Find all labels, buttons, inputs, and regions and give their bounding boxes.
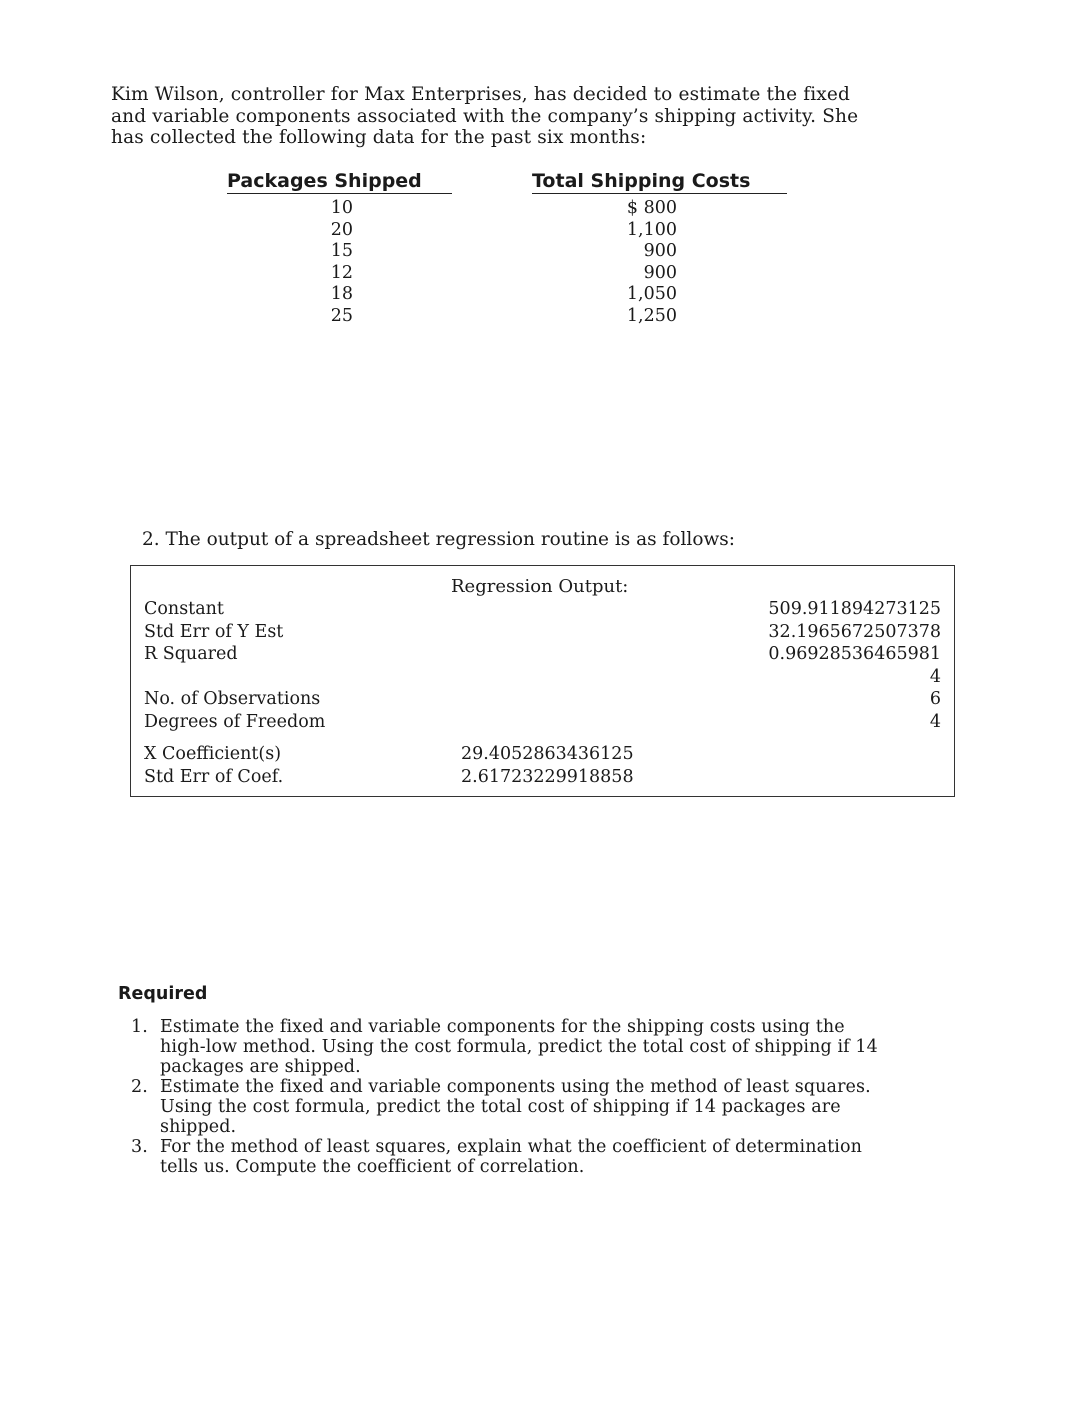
intro-paragraph: [111, 84, 931, 149]
intro-line: Kim Wilson, controller for Max Enterprises, has decided to estimate the fixed: [111, 84, 850, 105]
costs-column: [607, 198, 677, 328]
intro-line: and variable components associated with the company’s shipping activity. She: [111, 105, 859, 127]
degrees-of-freedom-label: Degrees of Freedom: [144, 711, 326, 732]
packages-cell: 20: [330, 219, 353, 240]
cost-cell: $ 800: [626, 198, 677, 218]
coefficient-values: [461, 743, 634, 788]
question-2-text: 2. The output of a spreadsheet regression routine is as follows:: [142, 529, 736, 550]
x-coefficient-label: X Coefficient(s): [144, 744, 282, 764]
x-coefficient-value: 29.4052863436125: [461, 744, 634, 764]
packages-cell: 12: [330, 262, 353, 283]
regression-labels: [144, 598, 325, 733]
cost-cell: 1,100: [626, 219, 677, 240]
item-line: Estimate the fixed and variable components using the method of least squares.: [160, 1077, 871, 1097]
std-err-y-value: 32.1965672507378: [768, 621, 941, 642]
item-number: 3.: [131, 1137, 148, 1157]
packages-column: [307, 198, 353, 328]
item-line: tells us. Compute the coefficient of correlation.: [160, 1157, 585, 1177]
degrees-of-freedom-value: 4: [929, 711, 941, 732]
regression-title: Regression Output:: [451, 576, 629, 597]
intro-line: has collected the following data for the past six months:: [111, 127, 647, 148]
r-squared-value: 0.96928536465981: [768, 644, 941, 664]
required-list: [131, 1017, 971, 1177]
std-err-coef-value: 2.61723229918858: [461, 766, 634, 787]
observations-label: No. of Observations: [144, 689, 321, 709]
regression-values: [768, 598, 941, 733]
item-line: high-low method. Using the cost formula, predict the total cost of shipping if 14: [160, 1037, 878, 1057]
item-line: Estimate the fixed and variable components for the shipping costs using the: [160, 1017, 845, 1037]
item-number: 2.: [131, 1077, 148, 1097]
packages-cell: 18: [330, 284, 353, 305]
required-item: [131, 1077, 971, 1137]
std-err-coef-label: Std Err of Coef.: [144, 766, 284, 787]
item-line: packages are shipped.: [160, 1057, 361, 1077]
required-item: [131, 1137, 971, 1177]
packages-cell: 25: [330, 305, 353, 326]
cost-cell: 900: [643, 241, 677, 262]
cost-cell: 900: [643, 262, 677, 283]
regression-output-box: [130, 565, 955, 797]
item-number: 1.: [131, 1017, 148, 1037]
cost-cell: 1,050: [626, 284, 677, 305]
packages-cell: 10: [330, 198, 353, 218]
std-err-y-label: Std Err of Y Est: [144, 621, 284, 642]
r-squared-label: R Squared: [144, 644, 238, 664]
item-line: For the method of least squares, explain what the coefficient of determination: [160, 1137, 862, 1157]
constant-value: 509.911894273125: [768, 599, 941, 619]
required-item: [131, 1017, 971, 1077]
packages-cell: 15: [330, 241, 353, 262]
item-line: Using the cost formula, predict the total cost of shipping if 14 packages are: [160, 1097, 841, 1117]
total-shipping-costs-header: Total Shipping Costs: [532, 170, 787, 194]
coefficient-labels: [144, 743, 283, 788]
constant-label: Constant: [144, 599, 224, 619]
item-line: shipped.: [160, 1117, 237, 1137]
cost-cell: 1,250: [626, 305, 677, 326]
extra-value: 4: [929, 666, 941, 687]
required-heading: Required: [118, 984, 208, 1004]
packages-shipped-header: Packages Shipped: [227, 170, 452, 194]
observations-value: 6: [929, 689, 941, 709]
